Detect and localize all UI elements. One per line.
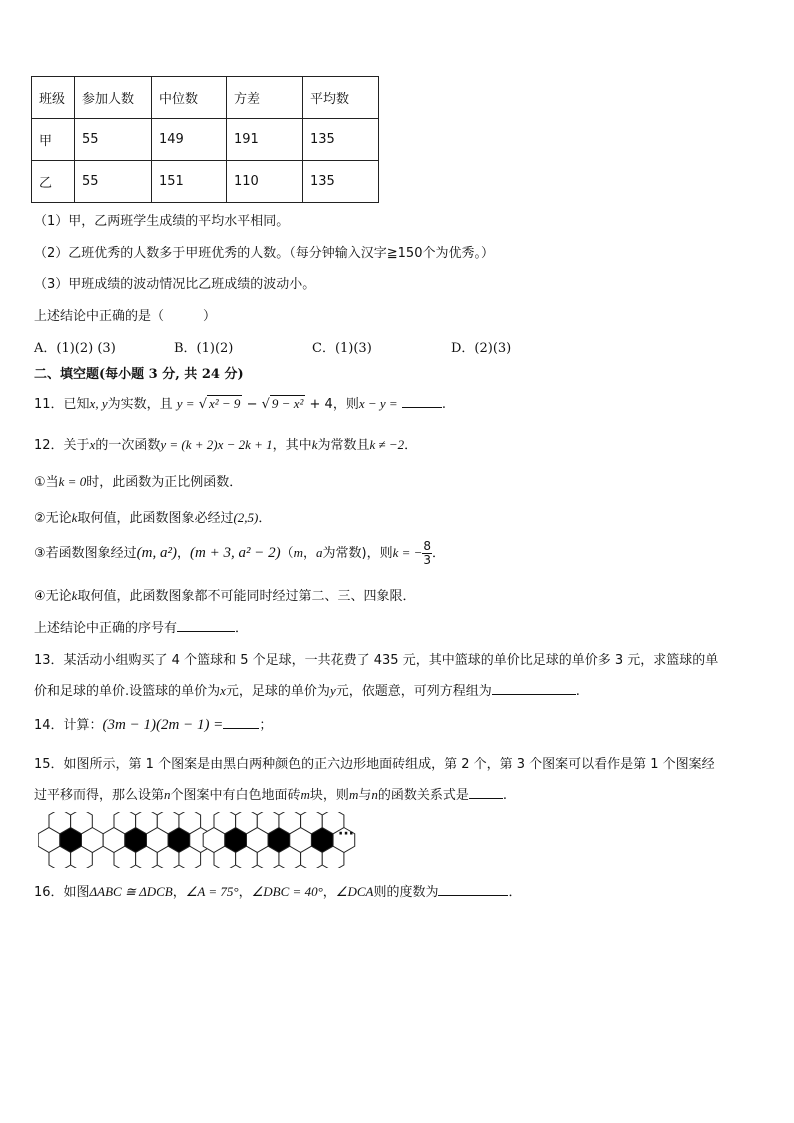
answer-blank[interactable] bbox=[223, 715, 259, 729]
q12-text: 为常数)，则 bbox=[322, 546, 393, 561]
q15-text: 的函数关系式是 bbox=[377, 788, 469, 803]
q12-text: 12．关于 bbox=[34, 438, 90, 453]
q15-text: 过平移而得，那么设第 bbox=[34, 788, 165, 803]
q12-text: 取何值，此函数图象必经过 bbox=[77, 511, 234, 526]
q11-text: 为实数，且 bbox=[107, 397, 173, 412]
q16-math: ∠DBC = 40° bbox=[251, 884, 323, 899]
table-header-row bbox=[32, 77, 379, 119]
table-row bbox=[32, 161, 379, 203]
q12-math: k bbox=[71, 588, 78, 603]
header-cell: 班级 bbox=[32, 77, 75, 119]
answer-blank[interactable] bbox=[492, 681, 576, 695]
header-cell: 平均数 bbox=[303, 77, 379, 119]
q12-statement-2 bbox=[34, 507, 271, 526]
q13-text: . bbox=[575, 684, 580, 699]
q15-text: 个图案中有白色地面砖 bbox=[170, 788, 301, 803]
fraction bbox=[422, 540, 432, 567]
header-cell: 中位数 bbox=[152, 77, 227, 119]
question-14 bbox=[34, 714, 272, 734]
q12-text: ①当 bbox=[34, 475, 59, 490]
q12-text: ， bbox=[176, 546, 190, 561]
q16-text: ． bbox=[508, 885, 522, 900]
q12-statement-4 bbox=[34, 585, 415, 604]
q10-option-c: C．(1)(3) bbox=[312, 341, 372, 356]
header-cell: 参加人数 bbox=[75, 77, 152, 119]
q12-text: ，其中 bbox=[272, 438, 312, 453]
score-table bbox=[31, 76, 379, 203]
table-cell: 151 bbox=[152, 161, 227, 203]
table-cell: 135 bbox=[303, 161, 379, 203]
q14-expression: (3m − 1)(2m − 1) = bbox=[102, 717, 224, 733]
q14-text: ； bbox=[259, 718, 273, 733]
q10-statement-1: （1）甲，乙两班学生成绩的平均水平相同。 bbox=[34, 214, 290, 229]
header-cell: 方差 bbox=[227, 77, 303, 119]
q16-text: ， bbox=[238, 885, 252, 900]
table-cell: 55 bbox=[75, 119, 152, 161]
q13-text: 价和足球的单价.设篮球的单价为 bbox=[34, 684, 221, 699]
table-cell: 乙 bbox=[32, 161, 75, 203]
q15-var: n bbox=[371, 787, 378, 802]
ellipsis: ··· bbox=[338, 826, 354, 842]
q12-text: ． bbox=[404, 438, 418, 453]
answer-blank[interactable] bbox=[438, 882, 508, 896]
table-cell: 甲 bbox=[32, 119, 75, 161]
q15-var: m bbox=[300, 787, 310, 802]
table-row bbox=[32, 119, 379, 161]
q12-text: ． bbox=[235, 621, 249, 636]
q16-text: ， bbox=[322, 885, 336, 900]
q12-math: k = 0 bbox=[58, 474, 87, 489]
q12-text: ③若函数图象经过 bbox=[34, 546, 137, 561]
answer-blank[interactable] bbox=[402, 394, 442, 408]
q10-statement-3: （3）甲班成绩的波动情况比乙班成绩的波动小。 bbox=[34, 277, 316, 292]
q12-math: m bbox=[293, 545, 303, 560]
q11-expr: x − y = bbox=[358, 396, 398, 411]
q11-radicand-2: 9 − x² bbox=[271, 396, 304, 411]
table-cell: 149 bbox=[152, 119, 227, 161]
q12-math: (2,5) bbox=[233, 510, 259, 525]
q12-text: ④无论 bbox=[34, 589, 72, 604]
q15-var: m bbox=[348, 787, 359, 802]
q11-plus4: + 4 bbox=[309, 397, 333, 412]
q15-line-2 bbox=[34, 784, 507, 803]
q11-y-eq: y = bbox=[176, 396, 195, 411]
q12-condition: k ≠ −2 bbox=[369, 437, 405, 452]
q16-text: 则的度数为 bbox=[373, 885, 439, 900]
q12-var: k bbox=[311, 437, 318, 452]
q11-minus: − bbox=[246, 397, 258, 412]
q13-text: 元，足球的单价为 bbox=[225, 684, 330, 699]
q10-option-d: D．(2)(3) bbox=[451, 341, 512, 356]
answer-blank[interactable] bbox=[469, 785, 503, 799]
question-16 bbox=[34, 881, 521, 900]
q12-ask bbox=[34, 617, 248, 636]
table-cell: 135 bbox=[303, 119, 379, 161]
q10-option-b: B．(1)(2) bbox=[174, 341, 234, 356]
q12-text: 上述结论中正确的序号有 bbox=[34, 621, 178, 636]
q11-end: . bbox=[441, 397, 446, 412]
q12-var: x bbox=[89, 437, 96, 452]
q12-text: ． bbox=[258, 511, 272, 526]
q13-line-2 bbox=[34, 680, 580, 699]
fraction-numerator: 8 bbox=[423, 539, 432, 553]
q16-text: ， bbox=[172, 885, 186, 900]
q12-math: (m, a²) bbox=[136, 545, 177, 561]
q15-var: n bbox=[164, 787, 171, 802]
q12-math: k = − bbox=[392, 545, 423, 560]
q15-text: . bbox=[502, 788, 507, 803]
answer-blank[interactable] bbox=[177, 618, 235, 632]
q12-text: 的一次函数 bbox=[95, 438, 161, 453]
q16-text: 16．如图 bbox=[34, 885, 90, 900]
section-heading: 二、填空题(每小题 3 分, 共 24 分) bbox=[34, 367, 244, 382]
q12-text: ②无论 bbox=[34, 511, 72, 526]
table-cell: 55 bbox=[75, 161, 152, 203]
q12-math: a bbox=[316, 545, 323, 560]
sqrt-icon: √ bbox=[261, 397, 270, 412]
q16-math: ΔABC ≅ ΔDCB bbox=[89, 884, 173, 899]
q13-text: 元，依题意，可列方程组为 bbox=[335, 684, 492, 699]
hexagon-pattern-svg bbox=[38, 812, 358, 868]
q10-statement-2: （2）乙班优秀的人数多于甲班优秀的人数。（每分钟输入汉字≧150个为优秀。） bbox=[34, 246, 494, 261]
q12-text: （ bbox=[280, 546, 294, 561]
q14-text: 14．计算： bbox=[34, 718, 103, 733]
q12-text: 取何值，此函数图象都不可能同时经过第二、三、四象限． bbox=[77, 589, 416, 604]
q12-statement-1 bbox=[34, 471, 242, 490]
q12-text: ， bbox=[302, 546, 316, 561]
q15-text: 块，则 bbox=[309, 788, 349, 803]
q12-function: y = (k + 2)x − 2k + 1 bbox=[160, 437, 273, 452]
table-cell: 110 bbox=[227, 161, 303, 203]
fraction-denominator: 3 bbox=[423, 553, 432, 567]
q15-text: 与 bbox=[358, 788, 372, 803]
sqrt-icon: √ bbox=[198, 397, 207, 412]
q16-math: ∠DCA bbox=[335, 884, 374, 899]
q16-math: ∠A = 75° bbox=[185, 884, 239, 899]
table-cell: 191 bbox=[227, 119, 303, 161]
q12-text: 为常数且 bbox=[317, 438, 370, 453]
hexagon-tile-figure bbox=[38, 812, 358, 872]
q11-text: ，则 bbox=[332, 397, 359, 412]
q11-vars: x, y bbox=[89, 396, 108, 411]
q12-text: ． bbox=[432, 546, 446, 561]
q11-radicand-1: x² − 9 bbox=[208, 396, 241, 411]
q13-var: y bbox=[329, 683, 336, 698]
q10-option-a: A．(1)(2) (3) bbox=[34, 341, 116, 356]
q13-var: x bbox=[220, 683, 226, 698]
question-12 bbox=[34, 434, 417, 453]
q11-text: 11．已知 bbox=[34, 397, 90, 412]
q13-line-1: 13．某活动小组购买了 4 个篮球和 5 个足球，一共花费了 435 元，其中篮球的单价比足球的单价多 3 元，求篮球的单 bbox=[34, 653, 719, 668]
q12-math: k bbox=[71, 510, 78, 525]
q12-statement-3 bbox=[34, 540, 445, 567]
q10-prompt: 上述结论中正确的是（ ） bbox=[34, 309, 217, 324]
q12-math: (m + 3, a² − 2) bbox=[190, 545, 281, 561]
question-11 bbox=[34, 393, 446, 412]
q15-line-1: 15．如图所示，第 1 个图案是由黑白两种颜色的正六边形地面砖组成，第 2 个，第 3 个图案可以看作是第 1 个图案经 bbox=[34, 757, 715, 772]
q12-text: 时，此函数为正比例函数． bbox=[86, 475, 243, 490]
